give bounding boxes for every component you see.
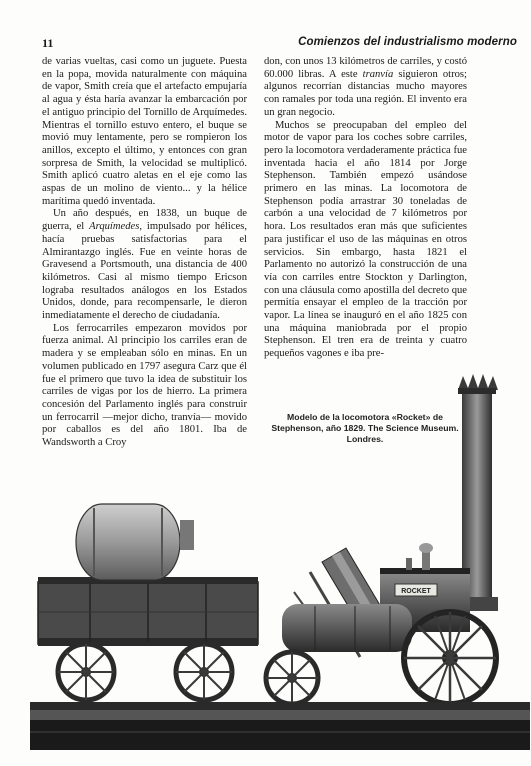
page-header (0, 36, 531, 54)
tender-wheel-rear (176, 644, 232, 700)
engine-driving-wheel (404, 612, 496, 704)
engine-small-wheel (266, 652, 318, 704)
page-number: 11 (42, 36, 54, 50)
right-text-column (264, 56, 467, 361)
boiler (282, 604, 412, 652)
running-head: Comienzos del industrialismo moderno (298, 36, 517, 48)
paragraph (42, 208, 247, 322)
paragraph: Los ferrocarriles empezaron movidos por fuerza animal. Al principio los carriles eran de madera y se empleaban sólo en minas. En un volumen publicado en 1797 asegura Carz que él fue el primero que tuvo la idea de substituir los carriles de vigas por los de hierro. La primera concesión del Parlamento inglés para construir un ferrocarril —mejor dicho, tranvía— movido por caballos es del año 1801. Iba de Wandsworth a Croy (42, 322, 247, 449)
ship-name: Arquímedes (89, 221, 140, 233)
text-run: , impulsado por hélices, hacía pruebas satisfactorias para el Almirantazgo inglés. Fue en veinte horas de Gravesend a Portsmouth, una distancia de 400 kilómetros. Casi al mismo tiempo Ericson lograba resultados análogos en los Estados Unidos, donde, para recompensarle, le dieron inmediatamente el derecho de ciudadanía. (42, 221, 247, 322)
tender-wagon (38, 577, 258, 646)
water-barrel (76, 504, 194, 580)
emphasis: tranvía (362, 68, 394, 80)
text-run: Un año después, en 1838, un buque de guerra, el (42, 208, 247, 233)
paragraph (264, 56, 467, 120)
locomotive-nameplate: ROCKET (401, 588, 431, 595)
rail-track (30, 702, 530, 750)
text-run: siguieron otros; algunos recorrían distancias mucho mayores con ramales por toda una región. El invento era un gran negocio. (264, 68, 467, 118)
paragraph: Muchos se preocupaban del empleo del motor de vapor para los coches sobre carriles, pero la locomotora verdaderamente práctica fue inventada hacia el año 1814 por Jorge Stephenson. También empezó usándose primero en las minas. La locomotora de Stephenson podía arrastrar 30 toneladas de carbón a una velocidad de 7 kilómetros por hora. Los resultados eran más que suficientes para justificar el uso de las máquinas en otros servicios. Sin embargo, hasta 1821 el Parlamento no autorizó la construcción de una vía con carriles entre Stockton y Darlington, con una cláusula como apostilla del decreto que permitía ensayar el empleo de la tracción por vapor. La línea se inauguró en el año 1825 con una máquina maniobrada por el propio Stephenson. El tren era de treinta y cuatro pequeños vagones e iba pre- (264, 119, 467, 360)
figure-caption: Modelo de la locomotora «Rocket» de Stephenson, año 1829. The Science Museum. Londres. (271, 412, 459, 444)
paragraph: de varias vueltas, casi como un juguete. Puesta en la popa, movida naturalmente con máquina de vapor, Smith creía que el artefacto empujaría al agua y ésta haría avanzar la embarcación por el antiguo principio del Tornillo de Arquímedes. Mientras el tornillo estuvo entero, el buque se movió muy lentamente, pero se rompieron los anillos, excepto el último, y entonces con gran sorpresa de Smith, la velocidad se multiplicó. Smith aplicó cuatro aletas en el eje como las aspas de un molino de viento... y la hélice marítima quedó inventada. (42, 56, 247, 207)
tender-wheel-front (58, 644, 114, 700)
text-run: don, con unos 13 kilómetros de carriles, y costó 60.000 libras. A este (264, 56, 467, 80)
